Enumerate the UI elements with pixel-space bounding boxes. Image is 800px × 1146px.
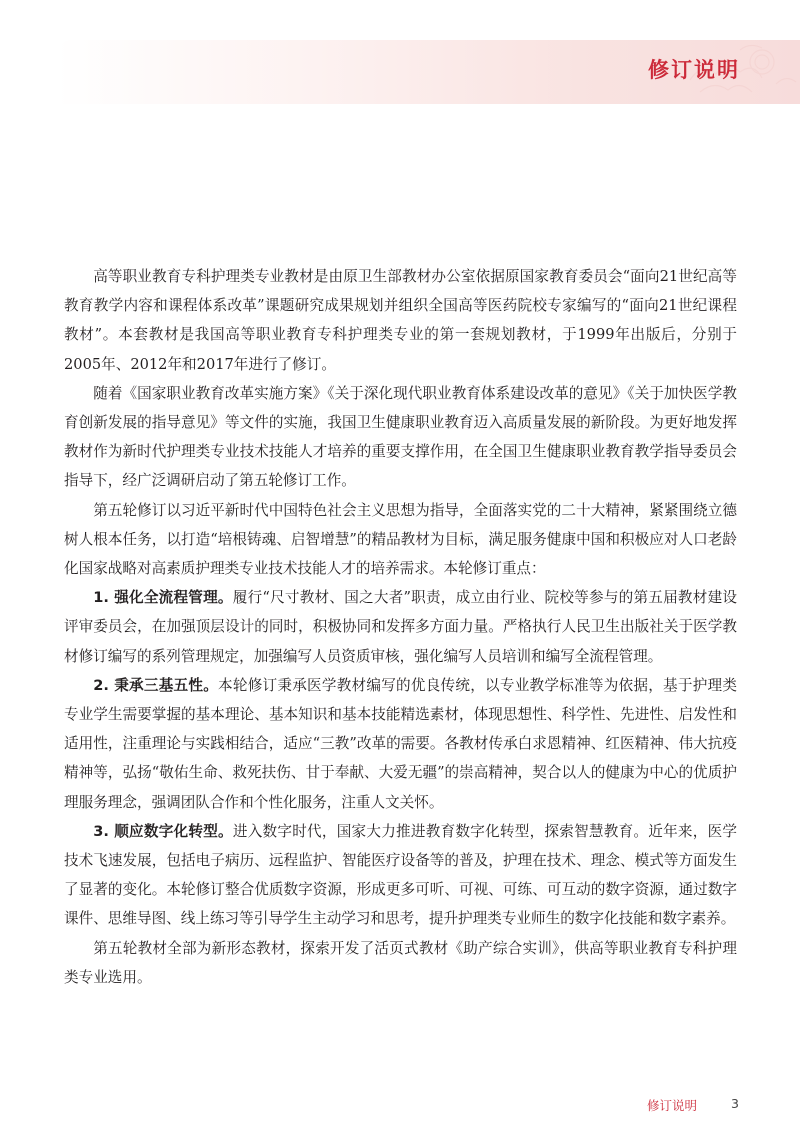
paragraph [64, 379, 737, 496]
paragraph-lead: 3. 顺应数字化转型。 [93, 822, 233, 840]
paragraph-lead: 2. 秉承三基五性。 [93, 676, 219, 694]
paragraph [64, 934, 737, 992]
paragraph-text: 高等职业教育专科护理类专业教材是由原卫生部教材办公室依据原国家教育委员会“面向21世纪高等教育教学内容和课程体系改革”课题研究成果规划并组织全国高等医药院校专家编写的“面向21世纪课程教材”。本套教材是我国高等职业教育专科护理类专业的第一套规划教材，于1999年出版后，分别于2005年、2012年和2017年进行了修订。 [64, 268, 737, 373]
paragraph [64, 496, 737, 584]
page-number: 3 [731, 1096, 739, 1111]
paragraph-text: 进入数字时代，国家大力推进教育数字化转型，探索智慧教育。近年来，医学技术飞速发展，包括电子病历、远程监护、智能医疗设备等的普及，护理在技术、理念、模式等方面发生了显著的变化。本轮修订整合优质数字资源，形成更多可听、可视、可练、可互动的数字资源，通过数字课件、思维导图、线上练习等引导学生主动学习和思考，提升护理类专业师生的数字化技能和数字素养。 [64, 822, 737, 928]
paragraph-text: 第五轮修订以习近平新时代中国特色社会主义思想为指导，全面落实党的二十大精神，紧紧围绕立德树人根本任务，以打造“培根铸魂、启智增慧”的精品教材为目标，满足服务健康中国和积极应对人口老龄化国家战略对高素质护理类专业技术技能人才的培养需求。本轮修订重点： [64, 501, 737, 578]
paragraph-text: 第五轮教材全部为新形态教材，探索开发了活页式教材《助产综合实训》，供高等职业教育专科护理类专业选用。 [64, 939, 737, 986]
body-text [64, 262, 737, 992]
paragraph [64, 817, 737, 934]
paragraph [64, 262, 737, 379]
page-title: 修订说明 [648, 58, 740, 82]
footer-section-label: 修订说明 [647, 1098, 698, 1113]
paragraph [64, 583, 737, 671]
paragraph-text: 履行“尺寸教材、国之大者”职责，成立由行业、院校等参与的第五届教材建设评审委员会，在加强顶层设计的同时，积极协同和发挥多方面力量。严格执行人民卫生出版社关于医学教材修订编写的系列管理规定，加强编写人员资质审核，强化编写人员培训和编写全流程管理。 [64, 589, 737, 665]
paragraph-text: 随着《国家职业教育改革实施方案》《关于深化现代职业教育体系建设改革的意见》《关于加快医学教育创新发展的指导意见》等文件的实施，我国卫生健康职业教育迈入高质量发展的新阶段。为更好地发挥教材作为新时代护理类专业技术技能人才培养的重要支撑作用，在全国卫生健康职业教育教学指导委员会指导下，经广泛调研启动了第五轮修订工作。 [64, 384, 737, 490]
paragraph [64, 671, 737, 817]
paragraph-text: 本轮修订秉承医学教材编写的优良传统，以专业教学标准等为依据，基于护理类专业学生需要掌握的基本理论、基本知识和基本技能精选素材，体现思想性、科学性、先进性、启发性和适用性，注重理论与实践相结合，适应“三教”改革的需要。各教材传承白求恩精神、红医精神、伟大抗疫精神等，弘扬“敬佑生命、救死扶伤、甘于奉献、大爱无疆”的崇高精神，契合以人的健康为中心的优质护理服务理念，强调团队合作和个性化服务，注重人文关怀。 [64, 676, 737, 811]
paragraph-lead: 1. 强化全流程管理。 [93, 589, 233, 607]
header-band [56, 40, 800, 104]
